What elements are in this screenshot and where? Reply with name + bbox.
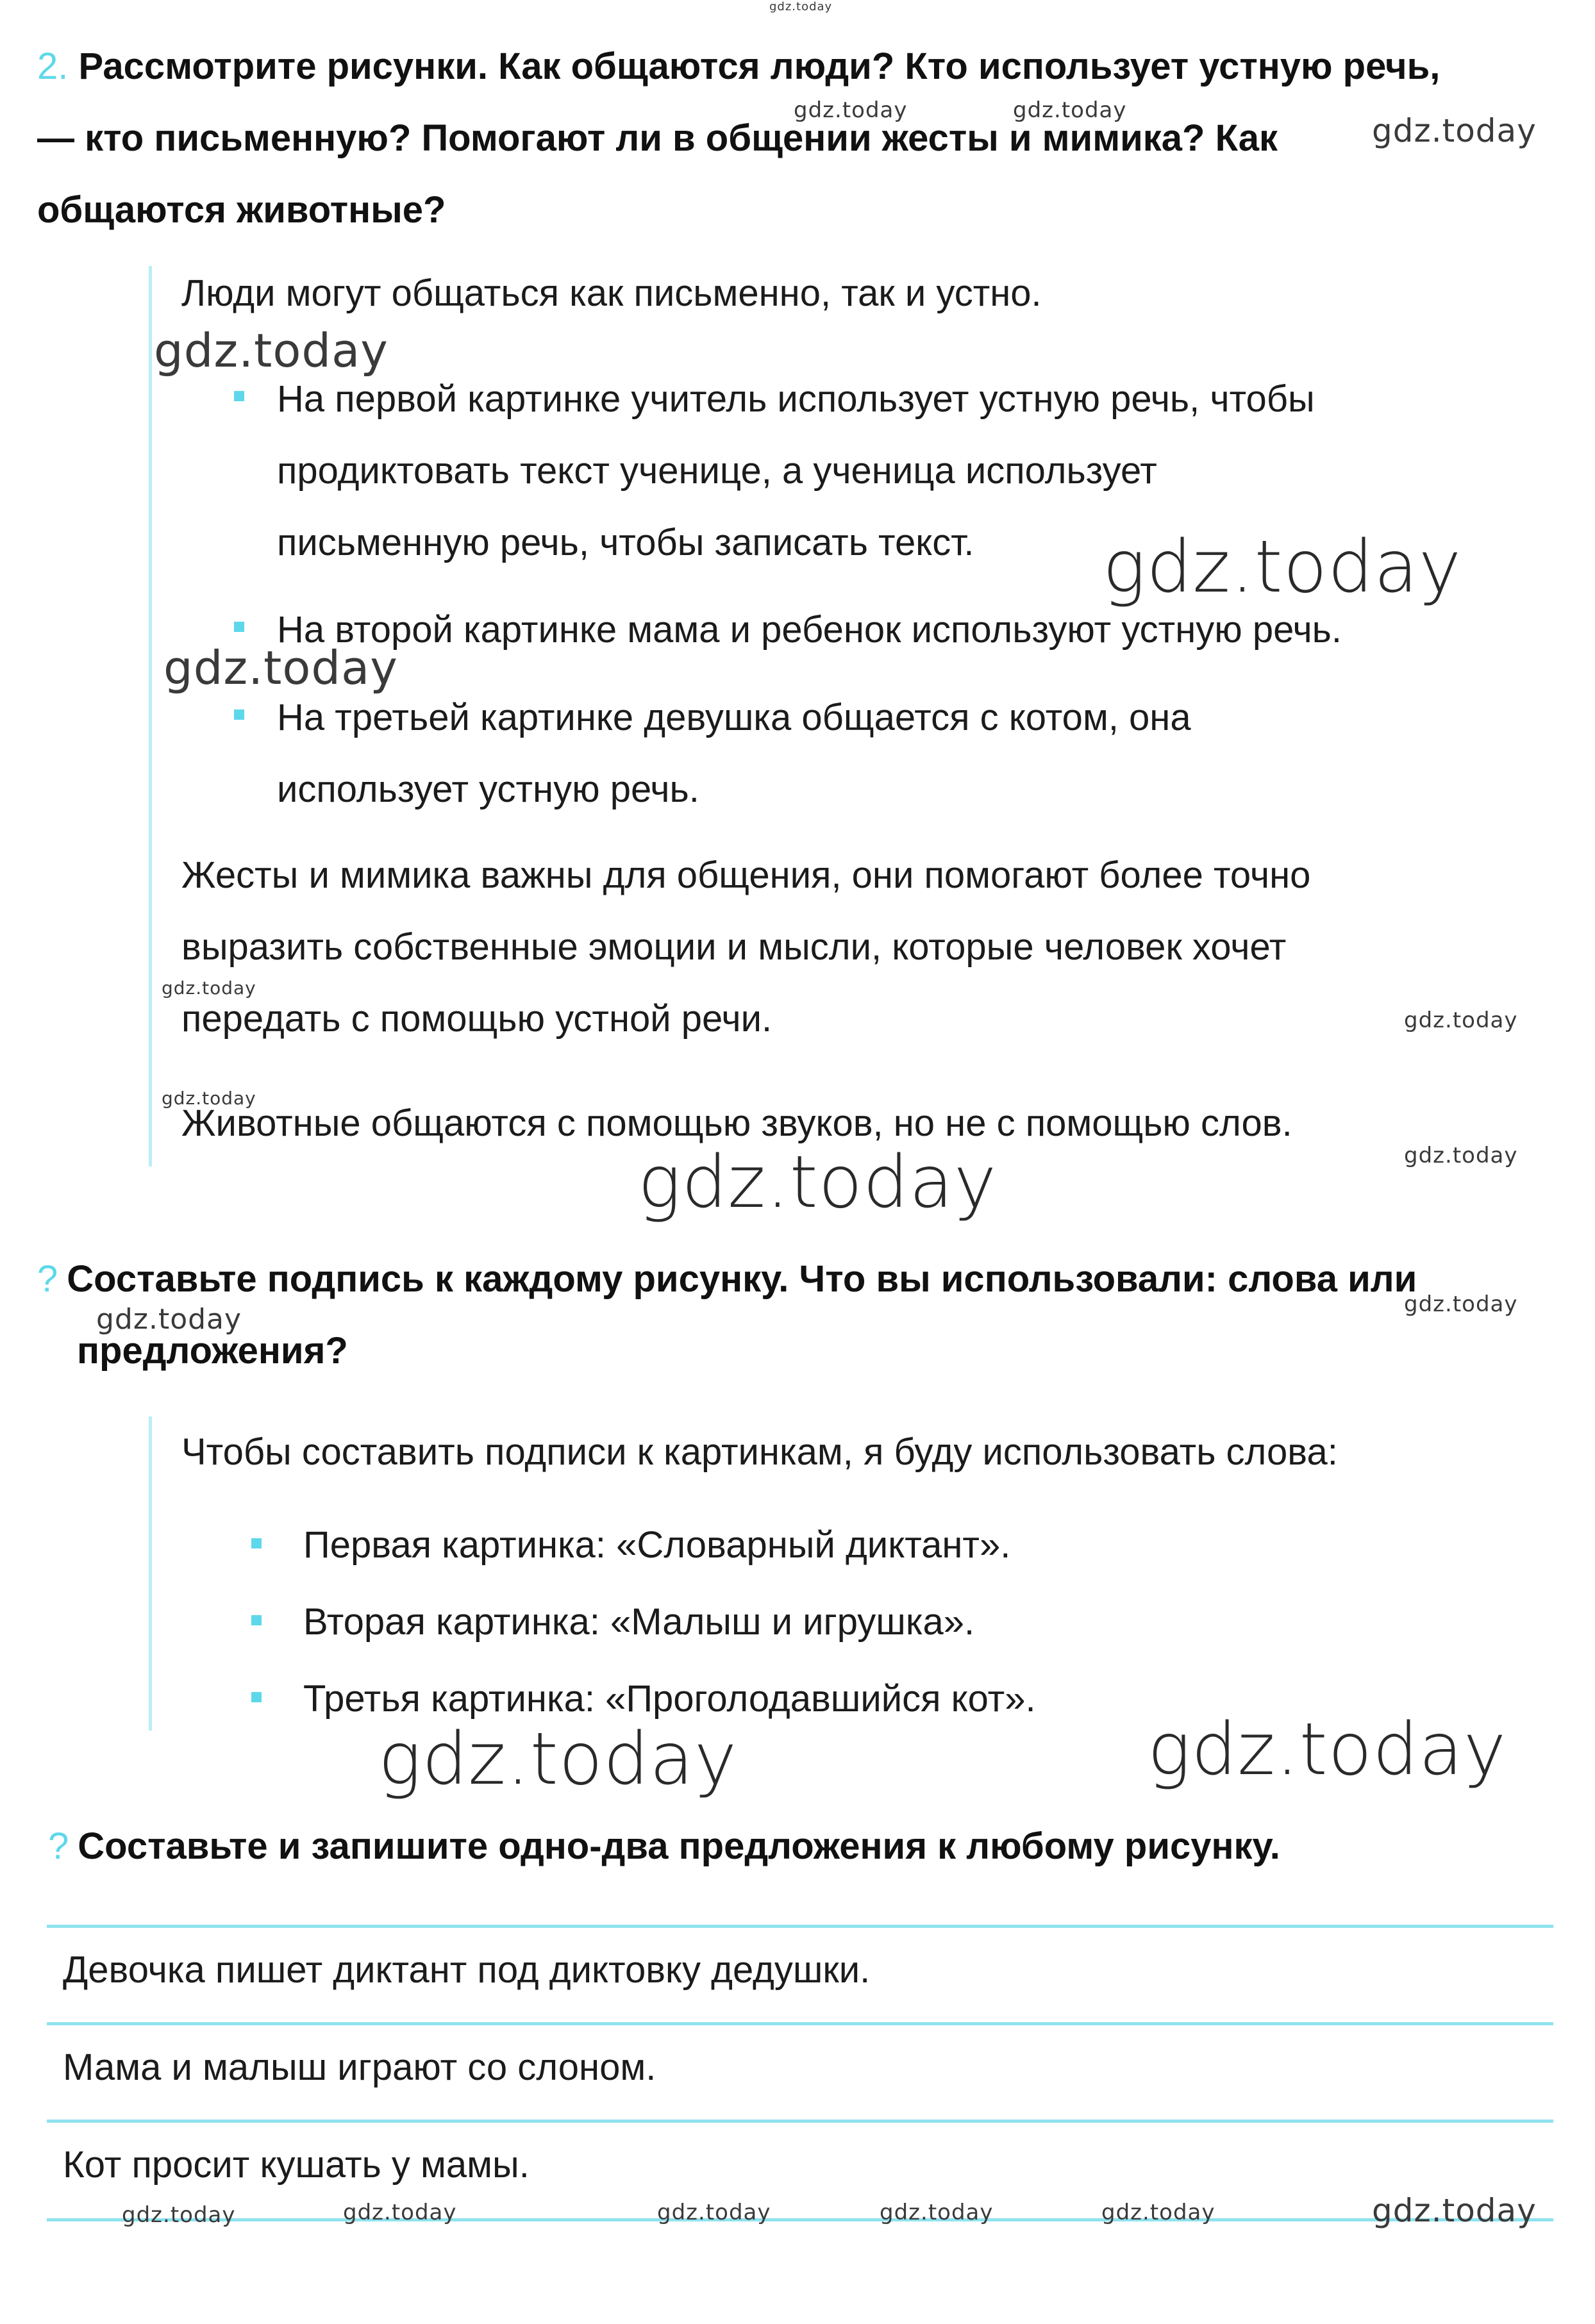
bullet-1-line-3: письменную речь, чтобы записать текст. [277, 522, 974, 563]
watermark: gdz.today [163, 641, 398, 695]
watermark: gdz.today [1404, 1008, 1518, 1033]
watermark: gdz.today [1101, 2200, 1215, 2225]
bullet-marker [251, 1692, 262, 1702]
question-3-heading [48, 1811, 1280, 1882]
answer-3-sentence-1: Девочка пишет диктант под диктовку дедушки. [63, 1949, 871, 1991]
answer-2-bullet-1: Первая картинка: «Словарный диктант». [303, 1524, 1011, 1566]
question-mark-icon: ? [37, 1258, 58, 1300]
watermark: gdz.today [162, 1088, 256, 1109]
watermark: gdz.today [122, 2202, 236, 2228]
answer-1-bullet-2: На второй картинке мама и ребенок используют устную речь. [277, 609, 1342, 651]
watermark: gdz.today [1404, 1143, 1518, 1168]
writing-line [47, 2022, 1553, 2025]
question-mark-icon: ? [48, 1825, 69, 1867]
watermark: gdz.today [1404, 1291, 1518, 1317]
question-1-line-1: Рассмотрите рисунки. Как общаются люди? Кто использует устную речь, [78, 46, 1441, 87]
bullet-3-line-1: На третьей картинке девушка общается с котом, она [277, 697, 1191, 738]
watermark: gdz.today [1013, 97, 1127, 123]
bullet-1-line-2: продиктовать текст ученице, а ученица использует [277, 450, 1157, 492]
watermark: gdz.today [154, 324, 388, 378]
answer-2-border [149, 1416, 152, 1731]
question-number: 2. [37, 46, 69, 87]
answer-2-bullet-3: Третья картинка: «Проголодавшийся кот». [303, 1678, 1036, 1720]
bullet-1-line-1: На первой картинке учитель использует устную речь, чтобы [277, 378, 1315, 420]
watermark: gdz.today [638, 1141, 998, 1224]
watermark: gdz.today [880, 2200, 994, 2225]
writing-line [47, 1925, 1553, 1928]
answer-1-animals: Животные общаются с помощью звуков, но не с помощью слов. [181, 1102, 1292, 1144]
answer-3-sentence-3: Кот просит кушать у мамы. [63, 2144, 530, 2186]
bullet-marker [251, 1538, 262, 1548]
answer-2-intro: Чтобы составить подписи к картинкам, я буду использовать слова: [181, 1431, 1338, 1473]
question-2-line-2: предложения? [77, 1330, 348, 1372]
watermark: gdz.today [1103, 526, 1462, 609]
watermark: gdz.today [162, 977, 256, 999]
bullet-marker [234, 622, 244, 632]
writing-line [47, 2218, 1553, 2221]
question-2-line-1: Составьте подпись к каждому рисунку. Что вы использовали: слова или [67, 1258, 1417, 1300]
watermark: gdz.today [794, 97, 908, 123]
answer-1-gestures [181, 840, 1310, 1055]
watermark-top: gdz.today [769, 0, 833, 13]
bullet-marker [234, 391, 244, 401]
bullet-marker [251, 1615, 262, 1625]
watermark: gdz.today [1372, 2192, 1537, 2229]
watermark: gdz.today [343, 2200, 457, 2225]
question-1-heading [37, 31, 1576, 246]
answer-1-intro: Люди могут общаться как письменно, так и устно. [181, 272, 1042, 314]
watermark: gdz.today [657, 2200, 771, 2225]
question-1-line-3: общаются животные? [37, 189, 446, 231]
bullet-marker [234, 710, 244, 720]
question-1-line-2: — кто письменную? Помогают ли в общении жесты и мимика? Как [37, 117, 1278, 159]
answer-3-sentence-2: Мама и малыш играют со слоном. [63, 2046, 656, 2088]
watermark: gdz.today [1148, 1708, 1507, 1791]
question-3-title: Составьте и запишите одно-два предложения к любому рисунку. [78, 1825, 1280, 1867]
question-2-heading [37, 1243, 1576, 1387]
gestures-line-1: Жесты и мимика важны для общения, они помогают более точно [181, 854, 1311, 896]
watermark: gdz.today [1372, 112, 1537, 149]
gestures-line-2: выразить собственные эмоции и мысли, которые человек хочет [181, 926, 1287, 968]
bullet-3-line-2: использует устную речь. [277, 768, 699, 810]
answer-1-bullet-3 [277, 682, 1191, 826]
gestures-line-3: передать с помощью устной речи. [181, 998, 772, 1040]
watermark: gdz.today [378, 1718, 738, 1801]
writing-line [47, 2120, 1553, 2123]
answer-2-bullet-2: Вторая картинка: «Малыш и игрушка». [303, 1601, 975, 1643]
answer-1-border [149, 266, 152, 1166]
watermark: gdz.today [96, 1303, 242, 1336]
